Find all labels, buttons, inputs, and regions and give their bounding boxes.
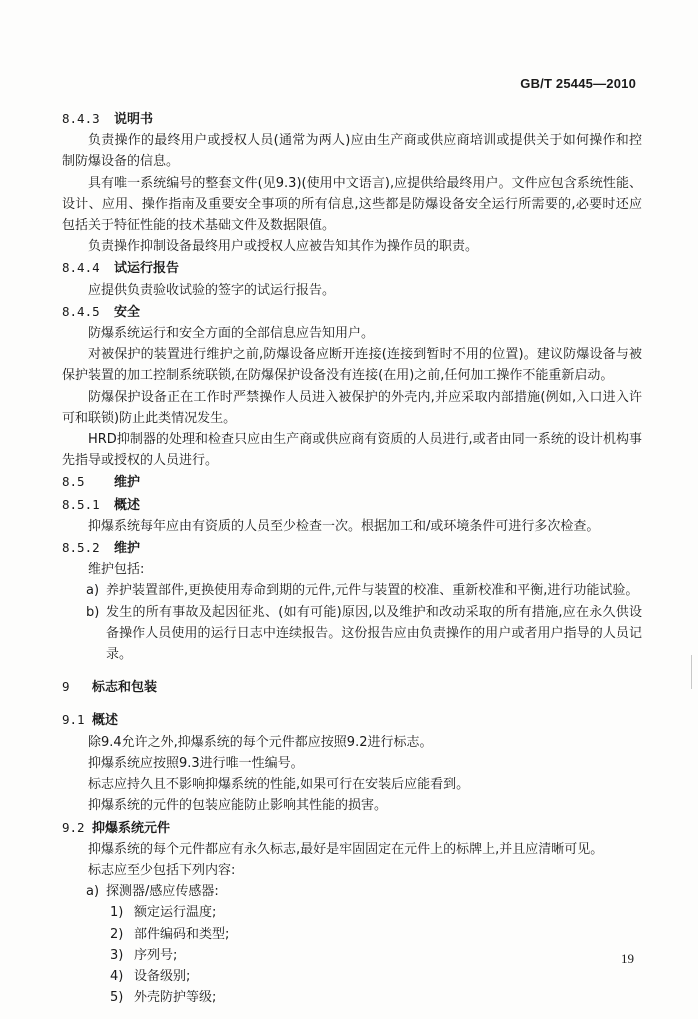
sub-list-marker: 3)	[110, 947, 124, 963]
heading-9-1	[62, 709, 642, 731]
paragraph: 维护包括:	[88, 562, 145, 578]
list-marker: b)	[86, 604, 100, 620]
section-title: 安全	[114, 304, 141, 320]
heading-9-2	[62, 817, 642, 839]
heading-8-4-3	[62, 108, 642, 130]
heading-8-5-1	[62, 494, 642, 516]
paragraph: 抑爆系统的每个元件都应有永久标志,最好是牢固固定在元件上的标牌上,并且应清晰可见。	[88, 841, 604, 857]
list-item-text: 发生的所有事故及起因征兆、(如有可能)原因,以及维护和改动采取的所有措施,应在永久供设备操作人员使用的运行日志中连续报告。这份报告应由负责操作的用户或者用户指导的人员记录。	[106, 604, 642, 663]
section-title: 维护	[114, 475, 141, 491]
sub-list-item-text: 部件编码和类型;	[134, 926, 230, 942]
paragraph: HRD抑制器的处理和检查只应由生产商或供应商有资质的人员进行,或者由同一系统的设计机构事先指导或授权的人员进行。	[62, 432, 642, 469]
paragraph: 防爆系统运行和安全方面的全部信息应告知用户。	[88, 326, 375, 342]
sub-list-item	[62, 902, 642, 923]
section-title: 维护	[114, 541, 141, 557]
list-marker: a)	[86, 583, 100, 599]
paragraph: 抑爆系统每年应由有资质的人员至少检查一次。根据加工和/或环境条件可进行多次检查。	[88, 518, 600, 534]
paragraph: 具有唯一系统编号的整套文件(见9.3)(使用中文语言),应提供给最终用户。文件应包含系统性能、设计、应用、操作指南及重要安全事项的所有信息,这些都是防爆设备安全运行所需要的,必要时还应包括关于特征性能的技术基础文件及数据限值。	[62, 175, 642, 234]
sub-list-item-text: 序列号;	[134, 947, 178, 963]
paragraph: 抑爆系统的元件的包装应能防止影响其性能的损害。	[88, 798, 388, 814]
sub-list-marker: 1)	[110, 905, 124, 921]
sub-list-item	[62, 924, 642, 945]
list-item	[62, 602, 642, 666]
sub-list-item	[62, 966, 642, 987]
section-title: 概述	[92, 713, 119, 729]
section-number: 9.2	[62, 819, 85, 835]
section-title: 抑爆系统元件	[92, 820, 171, 836]
sub-list-marker: 4)	[110, 968, 124, 984]
paragraph: 标志应持久且不影响抑爆系统的性能,如果可行在安装后应能看到。	[88, 777, 470, 793]
paragraph: 对被保护的装置进行维护之前,防爆设备应断开连接(连接到暂时不用的位置)。建议防爆设备与被保护装置的加工控制系统联锁,在防爆保护设备没有连接(在用)之前,任何加工操作不能重新启动。	[62, 347, 642, 384]
section-number: 9.1	[62, 712, 85, 728]
list-item	[62, 580, 642, 601]
standard-code: GB/T 25445—2010	[520, 76, 636, 91]
sub-list-item	[62, 945, 642, 966]
paragraph: 标志应至少包括下列内容:	[88, 862, 236, 878]
list-item-text: 养护装置部件,更换使用寿命到期的元件,元件与装置的校准、重新校准和平衡,进行功能试验。	[106, 583, 639, 599]
sub-list-item-text: 外壳防护等级;	[134, 990, 217, 1006]
paragraph: 负责操作的最终用户或授权人员(通常为两人)应由生产商或供应商培训或提供关于如何操作和控制防爆设备的信息。	[62, 133, 642, 170]
list-item	[62, 881, 642, 902]
paragraph: 抑爆系统应按照9.3进行唯一性编号。	[88, 755, 304, 771]
paragraph: 应提供负责验收试验的签字的试运行报告。	[88, 282, 336, 298]
heading-8-5	[62, 471, 642, 493]
heading-8-4-4	[62, 257, 642, 279]
section-title: 试运行报告	[114, 261, 180, 277]
section-number: 8.4.5	[62, 303, 100, 319]
page-content	[62, 108, 642, 1008]
paragraph: 负责操作抑制设备最终用户或授权人应被告知其作为操作员的职责。	[88, 239, 479, 255]
section-number: 9	[62, 679, 70, 695]
sub-list-marker: 5)	[110, 990, 124, 1006]
heading-8-5-2	[62, 537, 642, 559]
list-item-text: 探测器/感应传感器:	[106, 884, 219, 900]
list-marker: a)	[86, 884, 100, 900]
section-title: 说明书	[114, 112, 154, 127]
heading-9	[62, 676, 642, 698]
section-number: 8.5.1	[62, 496, 100, 512]
sub-list-marker: 2)	[110, 926, 124, 942]
heading-8-4-5	[62, 301, 642, 323]
section-number: 8.5	[62, 474, 85, 490]
sub-list-item-text: 额定运行温度;	[134, 905, 217, 921]
sub-list-item-text: 设备级别;	[134, 968, 191, 984]
section-title: 概述	[114, 497, 141, 513]
sub-list-item	[62, 987, 642, 1008]
scan-artifact-line	[691, 655, 692, 689]
section-title: 标志和包装	[92, 680, 158, 696]
section-number: 8.4.4	[62, 260, 100, 276]
section-number: 8.5.2	[62, 540, 100, 556]
paragraph: 防爆保护设备正在工作时严禁操作人员进入被保护的外壳内,并应采取内部措施(例如,入口进入许可和联锁)防止此类情况发生。	[62, 389, 642, 426]
section-number: 8.4.3	[62, 111, 100, 126]
page-number: 19	[621, 951, 634, 966]
paragraph: 除9.4允许之外,抑爆系统的每个元件都应按照9.2进行标志。	[88, 734, 433, 750]
